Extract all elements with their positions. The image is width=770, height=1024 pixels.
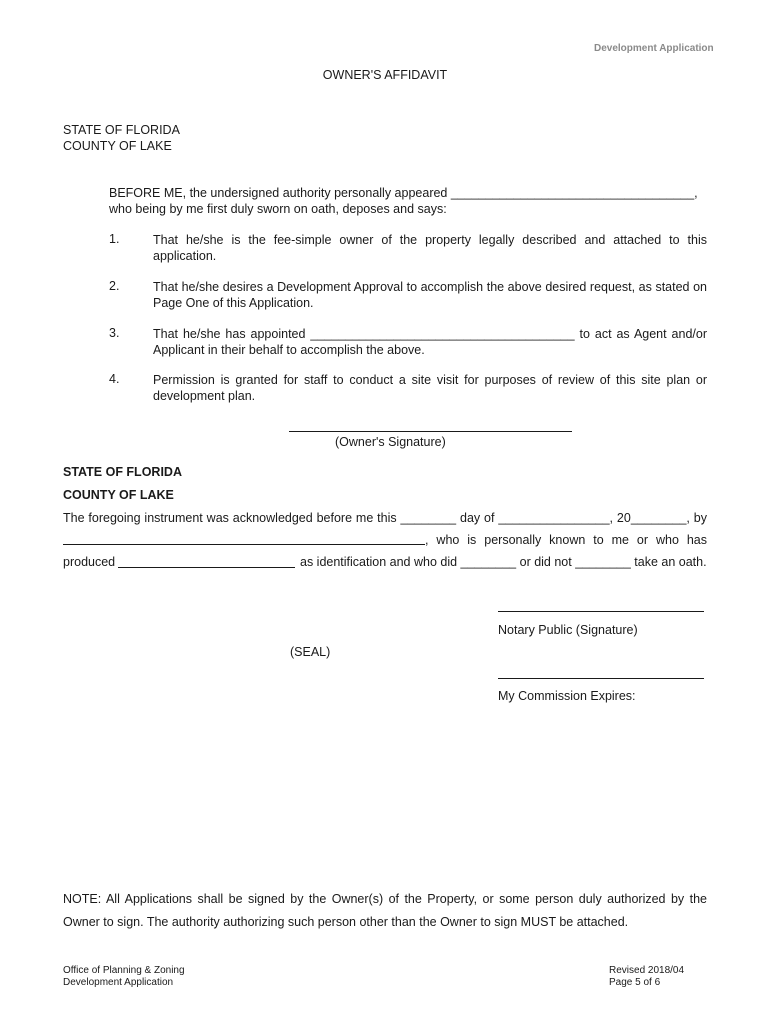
notary-line-3-head: produced (63, 555, 116, 569)
footer-right (609, 965, 684, 989)
intro-paragraph (109, 185, 707, 217)
footer-left (63, 965, 185, 989)
notary-signature-line[interactable] (498, 611, 704, 612)
item-number: 4. (109, 372, 120, 386)
notary-signature-label: Notary Public (Signature) (498, 623, 638, 637)
running-header: Development Application (594, 43, 714, 54)
note-line-2: Owner to sign. The authority authorizing such person other than the Owner to sign MUST be attached. (63, 915, 629, 929)
item-text: That he/she desires a Development Approval to accomplish the above desired request, as stated on Page One of this Application. (153, 280, 707, 310)
commission-label: My Commission Expires: (498, 689, 636, 703)
notary-line-2: , who is personally known to me or who has (425, 533, 707, 547)
note-line-1: NOTE: All Applications shall be signed by the Owner(s) of the Property, or some person duly authorized by the (63, 892, 707, 906)
signer-name-line[interactable] (63, 544, 425, 545)
footer-office: Office of Planning & Zoning (63, 965, 185, 976)
owner-signature-label: (Owner's Signature) (335, 435, 446, 449)
identification-line[interactable] (118, 567, 295, 568)
footer-doc: Development Application (63, 977, 174, 988)
item-number: 3. (109, 326, 120, 340)
item-text: That he/she is the fee-simple owner of the property legally described and attached to this application. (153, 233, 707, 263)
state-label: STATE OF FLORIDA (63, 123, 180, 137)
item-text: Permission is granted for staff to conduct a site visit for purposes of review of this site plan or development plan. (153, 373, 707, 403)
notary-line-3-tail: as identification and who did ________ or did not ________ take an oath. (300, 555, 707, 569)
intro-line-1: BEFORE ME, the undersigned authority personally appeared ___________________________________, (109, 186, 698, 200)
notary-line-1: The foregoing instrument was acknowledged before me this ________ day of ________________, 20________, by (63, 511, 707, 525)
seal-label: (SEAL) (290, 645, 331, 659)
page-title: OWNER'S AFFIDAVIT (322, 68, 448, 82)
county-label: COUNTY OF LAKE (63, 488, 174, 502)
footer-page: Page 5 of 6 (609, 977, 661, 988)
owner-signature-line[interactable] (289, 431, 572, 432)
item-number: 1. (109, 232, 120, 246)
state-label: STATE OF FLORIDA (63, 465, 182, 479)
footer-revised: Revised 2018/04 (609, 965, 685, 976)
jurisdiction-block (63, 122, 180, 154)
commission-line[interactable] (498, 678, 704, 679)
item-number: 2. (109, 279, 120, 293)
item-text: That he/she has appointed ______________________________________ to act as Agent and/or Applicant in their behalf to accomplish the above. (153, 327, 707, 357)
county-label: COUNTY OF LAKE (63, 139, 172, 153)
intro-line-2: who being by me first duly sworn on oath, deposes and says: (109, 202, 447, 216)
